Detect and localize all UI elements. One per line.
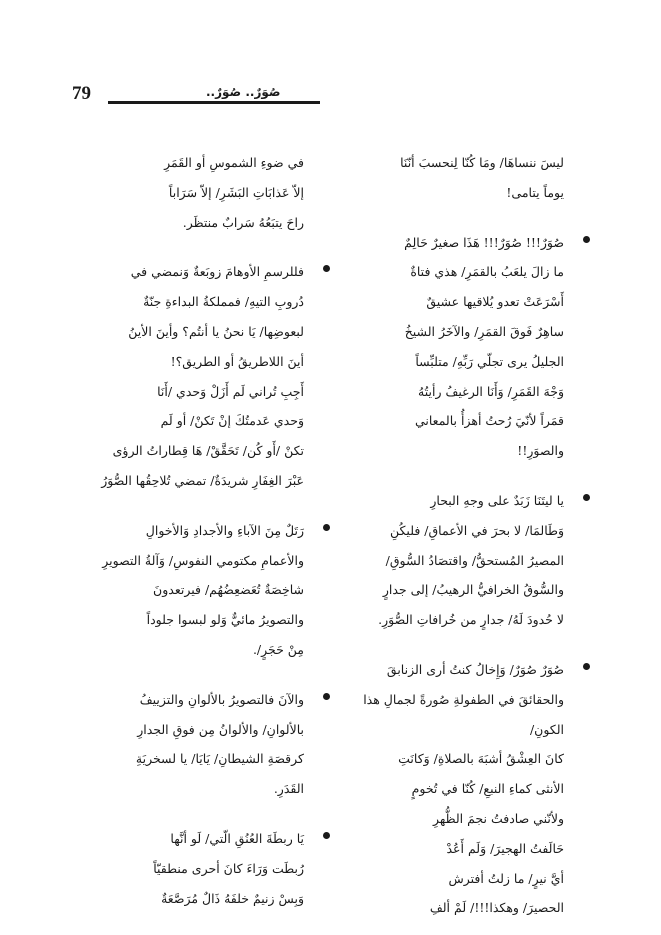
running-title: صُوَرٌ.. صُوَرٌ.. xyxy=(206,85,281,99)
poem-line: إلاّ عَذابَاتِ البَشَرِ/ إلاّ سَرَاباً xyxy=(168,184,304,200)
poem-line: حَالَفتُ الهجيرَ/ وَلَم أَعُدْ xyxy=(446,840,564,856)
stanza-gap xyxy=(340,208,590,228)
poem-line: يا ليتَنَا زَبَدٌ على وجهِ البحارِ xyxy=(430,492,564,508)
poem-line: كانَ العِشْقُ أشبَهَ بالصلاةِ/ وَكانَتِ xyxy=(398,751,564,767)
bullet-icon xyxy=(583,663,590,670)
poem-line: كرقصَةِ الشيطانِ/ يَايَا/ يا لسخريَةِ xyxy=(135,751,304,767)
poem-line: ليسَ ننساهَا/ ومَا كُنّا لِنحسبَ أنّنَا xyxy=(400,155,564,170)
stanza xyxy=(96,516,330,665)
poem-line: ولأنّني صادفتُ نجمَ الظُّهرِ xyxy=(432,810,564,826)
bullet-icon xyxy=(323,693,330,700)
stanza-gap xyxy=(96,665,330,685)
poem-line: الكونِ/ xyxy=(529,721,564,737)
poem-line: رُبطَت وَرَاءَ كانَ أحرى منطقيّاً xyxy=(153,860,304,876)
poem-line: راحَ يتبَعُهُ سَرابٌ منتظَر. xyxy=(182,214,304,230)
stanza xyxy=(340,148,590,208)
stanza xyxy=(340,655,590,923)
poem-line: دُروبِ التيهِ/ فمملكةُ البداءةِ جنّةٌ xyxy=(143,294,304,310)
bullet-icon xyxy=(583,236,590,243)
poem-line: رَتَلٌ مِنَ الآباءِ والأجدادِ وَالأخوالِ xyxy=(145,522,304,538)
poem-line: صُوَرٌ صُوَرٌ/ وَإِخالُ كنتُ أرى الزنابقَ xyxy=(386,661,564,677)
poem-line: أيَّ نيرٍ/ ما زلتُ أفترش xyxy=(448,870,564,886)
poem-line: قمَراً لأنّيَ رُحتُ أهزأُ بالمعاني xyxy=(414,413,564,429)
poem-line: لبعوضِها/ يَا نحنُ يا أنتُم؟ وأينَ الأينُ xyxy=(128,323,304,339)
poem-line: المصيرُ المُستحقُّ/ واقتصَادُ السُّوقِ/ xyxy=(385,552,564,568)
poem-line: شاخِصَةٌ تُعَضعِضُهُم/ فيرتعدونَ xyxy=(153,582,304,598)
poem-line: صُوَرٌ!!! صُوَرٌ!!! هَذَا صغيرٌ حَالِمٌ xyxy=(404,234,564,250)
poem-line: الجليلُ يرى تجلّي رَبِّهِ/ متلبِّساً xyxy=(415,353,564,369)
stanza-gap xyxy=(96,496,330,516)
stanza-gap xyxy=(340,635,590,655)
page-number: 79 xyxy=(72,83,91,104)
poem-line: أَجِبِ تُراني لَم أَزَلْ وَحدي /أَنَا xyxy=(157,383,304,399)
bullet-icon xyxy=(323,265,330,272)
poem-line: أَسْرَعَتْ تعدو يُلاقيها عشيقٌ xyxy=(426,294,564,310)
stanza-gap xyxy=(340,466,590,486)
right-column xyxy=(340,148,590,923)
poem-line: والتصويرُ مائيٌّ وَلو لبسوا جلوداً xyxy=(146,612,304,628)
poem-line: والأعمامِ مكتومي النفوسِ/ وَآلةُ التصويرِ xyxy=(102,552,304,568)
poem-line: وَبِسْ زنيمٌ خلفَهُ ذَالٌ مُرَصَّعَةٌ xyxy=(161,890,304,906)
poem-line: وَطَالمَا/ لا بحرَ في الأعماقِ/ فليكُنِ xyxy=(390,522,564,538)
poem-line: عَبْرَ الغِفَارِ شريدَةٌ/ تمضي تُلاحِقُها الصُّوَرُ xyxy=(101,472,304,488)
stanza xyxy=(96,257,330,495)
poem-line: في ضوءِ الشموسِ أو القَمَرِ xyxy=(164,155,304,170)
bullet-icon xyxy=(583,494,590,501)
stanza xyxy=(340,228,590,466)
poem-line: بالألوانِ/ والألوانُ مِن فوقِ الجدارِ xyxy=(137,721,304,737)
poem-line: يوماً يتامى! xyxy=(506,184,564,200)
poem-line: وَجْهَ القَمَرِ/ وَأَنَا الرغيفُ رأيتُهُ xyxy=(418,383,564,399)
poem-line: فللرسمِ الأوهامَ زوبَعةٌ وَنمضي في xyxy=(130,264,304,280)
poem-line: لا حُدودَ لَهُ/ جدارٍ من خُرافاتِ الصُّوَرِ. xyxy=(378,612,564,628)
stanza xyxy=(340,486,590,635)
bullet-icon xyxy=(323,524,330,531)
poem-line: أينَ اللاطريقُ أو الطريق؟! xyxy=(170,353,304,369)
poem-line: ساهِرٌ فَوقَ القمَرِ/ والآخَرُ الشيخُ xyxy=(404,323,564,339)
poem-line: والسُّوقُ الخرافيُّ الرهيبُ/ إلى جدارٍ xyxy=(382,582,564,598)
left-column xyxy=(96,148,330,913)
poem-line: تكنْ /أَو كُن/ تَحَقَّقْ/ هَا قِطاراتُ الرؤى xyxy=(112,443,304,459)
bullet-icon xyxy=(323,832,330,839)
stanza-gap xyxy=(96,804,330,824)
poem-line: والحقائقَ في الطفولةِ صُورةً لجمالِ هذا xyxy=(363,691,564,707)
stanza-gap xyxy=(96,237,330,257)
stanza xyxy=(96,148,330,237)
stanza xyxy=(96,824,330,913)
poem-line: الأنثى كماءِ النبعِ/ كُنّا في تُخومٍ xyxy=(411,781,564,797)
poem-line: والآنَ فالتصويرُ بالألوانِ والتزييفُ xyxy=(139,691,304,707)
poem-line: القَدَرِ. xyxy=(273,781,304,797)
header-rule xyxy=(108,101,320,104)
poem-line: الحصيرَ/ وهكذا!!!/ لَمْ ألفِ xyxy=(429,900,564,916)
poem-line: ما زالَ يلعَبُ بالقمَرِ/ هذي فتاةٌ xyxy=(410,264,564,280)
poem-line: يَا ربطَةَ العُنُقِ الّتي/ لَو أنَّها xyxy=(170,830,304,846)
poem-line: والصوَرِ!! xyxy=(517,443,564,459)
poem-line: وَحدي عَدمتُكَ إنْ تَكنْ/ أو لَم xyxy=(160,413,304,429)
poem-line: مِنْ حَجَرٍ/. xyxy=(252,641,304,657)
stanza xyxy=(96,685,330,804)
